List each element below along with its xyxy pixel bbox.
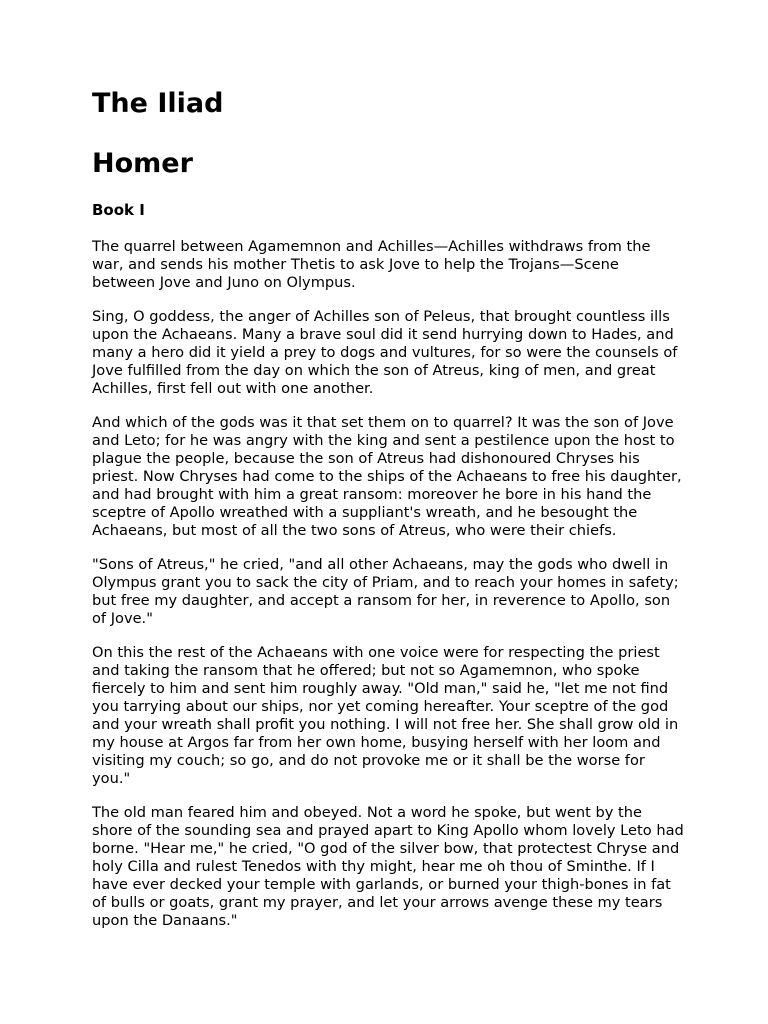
paragraph: "Sons of Atreus," he cried, "and all other Achaeans, may the gods who dwell in Olympus grant you to sack the city of Priam, and to reach your homes in safety; but free my daughter, and accept a ransom for her, in reverence to Apollo, son of Jove." [92, 556, 679, 627]
paragraph: The quarrel between Agamemnon and Achilles—Achilles withdraws from the war, and sends his mother Thetis to ask Jove to help the Trojans—Scene between Jove and Juno on Olympus. [92, 238, 651, 291]
paragraph: On this the rest of the Achaeans with one voice were for respecting the priest and taking the ransom that he offered; but not so Agamemnon, who spoke fiercely to him and sent him roughly away. "Old man," said he, "let me not find you tarrying about our ships, nor yet coming hereafter. Your sceptre of the god and your wreath shall profit you nothing. I will not free her. She shall grow old in my house at Argos far from her own home, busying herself with her loom and visiting my couch; so go, and do not provoke me or it shall be the worse for you." [92, 644, 679, 787]
document-author: Homer [92, 148, 193, 179]
paragraph: The old man feared him and obeyed. Not a word he spoke, but went by the shore of the sounding sea and prayed apart to King Apollo whom lovely Leto had borne. "Hear me," he cried, "O god of the silver bow, that protectest Chryse and holy Cilla and rulest Tenedos with thy might, hear me oh thou of Sminthe. If I have ever decked your temple with garlands, or burned your thigh-bones in fat of bulls or goats, grant my prayer, and let your arrows avenge these my tears upon the Danaans." [92, 804, 684, 929]
book-heading: Book I [92, 201, 145, 219]
paragraph: And which of the gods was it that set them on to quarrel? It was the son of Jove and Leto; for he was angry with the king and sent a pestilence upon the host to plague the people, because the son of Atreus had dishonoured Chryses his priest. Now Chryses had come to the ships of the Achaeans to free his daughter, and had brought with him a great ransom: moreover he bore in his hand the sceptre of Apollo wreathed with a suppliant's wreath, and he besought the Achaeans, but most of all the two sons of Atreus, who were their chiefs. [92, 414, 682, 539]
document-page [92, 86, 684, 946]
document-title: The Iliad [92, 88, 224, 119]
paragraph: Sing, O goddess, the anger of Achilles son of Peleus, that brought countless ills upon the Achaeans. Many a brave soul did it send hurrying down to Hades, and many a hero did it yield a prey to dogs and vultures, for so were the counsels of Jove fulfilled from the day on which the son of Atreus, king of men, and great Achilles, first fell out with one another. [92, 308, 678, 397]
